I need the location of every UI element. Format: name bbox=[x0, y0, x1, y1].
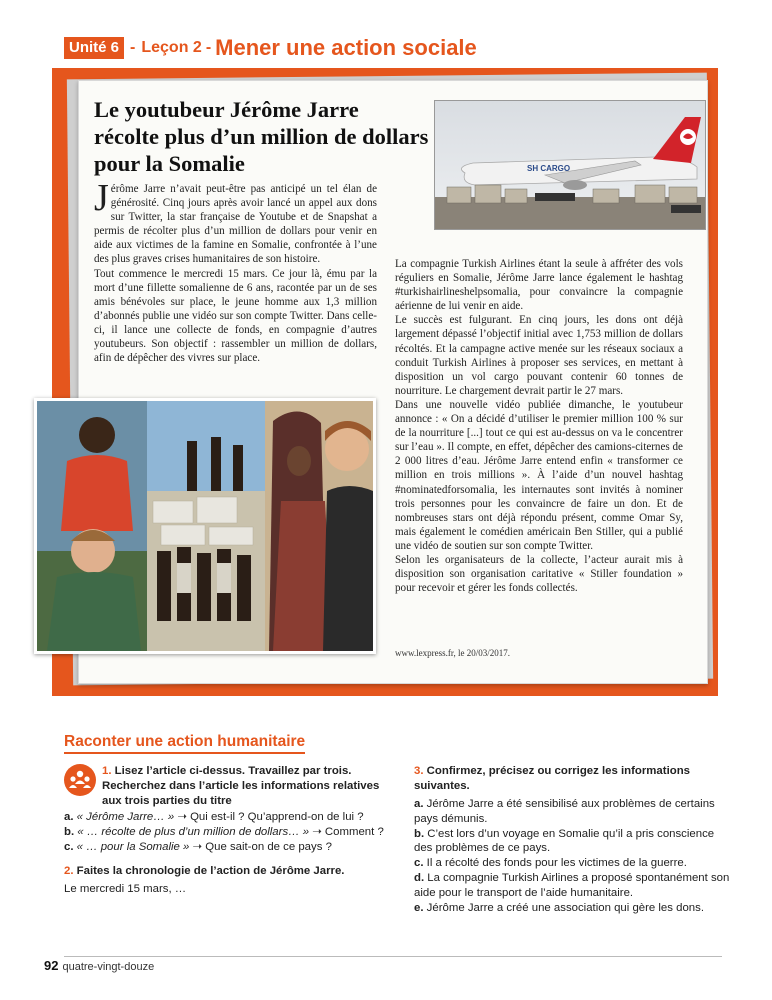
article-source: www.lexpress.fr, le 20/03/2017. bbox=[395, 648, 511, 658]
arrow-icon: ➝ bbox=[177, 811, 187, 823]
cargo-plane-photo bbox=[434, 100, 706, 230]
footer-rule bbox=[64, 956, 722, 957]
article-paragraph: Tout commence le mercredi 15 mars. Ce jour là, ému par la mort d’une fillette somalienne de 6 ans, racontée par un de ses amis bénévoles sur place, le jeune homme aux 1,3 million d’abonnés publie une vidéo sur son compte Twitter. Dans celle-ci, il lance une collecte de fonds, en compagnie d’autres youtubeurs. Son objectif : rassembler un million de dollars, afin de dépêcher des vivres sur place. bbox=[94, 267, 377, 365]
arrow-icon: ➝ bbox=[192, 840, 203, 853]
photo-collage bbox=[34, 398, 376, 654]
group-of-people-icon bbox=[64, 764, 96, 796]
lesson-header bbox=[64, 36, 477, 60]
page-number-words: quatre-vingt-douze bbox=[62, 961, 155, 973]
exercise-1-question bbox=[102, 764, 392, 808]
list-item: c. Il a récolté des fonds pour les victimes de la guerre. bbox=[414, 857, 687, 870]
list-item: d. La compagnie Turkish Airlines a proposé spontanément son aide pour le transport de l’aide humanitaire. bbox=[414, 871, 730, 899]
list-item: a. Jérôme Jarre a été sensibilisé aux problèmes de certains pays démunis. bbox=[414, 798, 715, 825]
arrow-icon: ➝ bbox=[312, 825, 322, 838]
article-paragraph: Jérôme Jarre n’avait peut-être pas anticipé un tel élan de générosité. Cinq jours après avoir lancé un appel aux dons sur Twitter, la star française de Youtube et de Snapshat a permis de récolter plus d’un million de dollars pour venir en aide aux victimes de la famine en Somalie, confrontée à l’une des plus graves crises humanitaires de son histoire. bbox=[94, 177, 377, 266]
article-paragraph: La compagnie Turkish Airlines étant la seule à affréter des vols réguliers en Somalie, Jérôme Jarre lance également le hashtag #turkishairlineshelpsomalia, pour convaincre la compagnie aérienne de lui venir en aide. bbox=[395, 258, 683, 313]
exercise-question: Confirmez, précisez ou corrigez les informations suivantes. bbox=[414, 765, 690, 792]
title-dash: - bbox=[205, 39, 212, 56]
exercise-3-question bbox=[414, 764, 734, 794]
exercise-1-items bbox=[64, 810, 404, 854]
lesson-label: Leçon 2 bbox=[141, 39, 202, 56]
exercise-2-prompt: Le mercredi 15 mars, … bbox=[64, 883, 187, 895]
list-item: c. « … pour la Somalie » ➝ Que sait-on de ce pays ? bbox=[64, 840, 332, 853]
unit-badge: Unité 6 bbox=[64, 37, 124, 59]
list-item: e. Jérôme Jarre a créé une association qui gère les dons. bbox=[414, 901, 704, 914]
plane-livery-text: SH CARGO bbox=[527, 164, 571, 173]
list-item: b. « … récolte de plus d’un million de dollars… » ➝ Comment ? bbox=[64, 825, 384, 838]
exercise-number: 2. bbox=[64, 865, 74, 877]
article-paragraph: Le succès est fulgurant. En cinq jours, les dons ont déjà largement dépassé l’objectif initial avec 1,753 million de dollars récoltés. Et la campagne active menée sur les réseaux sociaux a conduit Turkish Airlines à proposer ses services, en mettant à disposition un vol cargo pouvant contenir 60 tonnes de nourriture. Le chargement devrait partir le 27 mars. bbox=[395, 314, 683, 397]
page-footer bbox=[44, 958, 154, 973]
exercise-question: Lisez l’article ci-dessus. Travaillez par trois. Recherchez dans l’article les informations relatives aux trois parties du titre bbox=[102, 765, 380, 807]
list-item: b. C’est lors d’un voyage en Somalie qu’il a pris conscience des problèmes de ce pays. bbox=[414, 827, 715, 855]
exercise-3-items bbox=[414, 797, 734, 915]
article-right-column bbox=[395, 257, 683, 595]
article-paragraph: Dans une nouvelle vidéo publiée dimanche, le youtubeur annonce : « On a décidé d’utiliser le premier million 100 % sur de la nourriture [...] tout ce qui est au-dessus on va le concentrer sur l’eau ». Il compte, en effet, dépêcher des camions-citernes de 2 000 litres d’eau. Jérôme Jarre entend enfin « transformer ce million en trois millions ». À l’aide d’un nouvel hashtag #nominatedforsomalia, les internautes sont invités à nominer trois personnes pour les convaincre de faire un don. Et de nombreuses stars ont déjà répondu présent, comme Omar Sy, mais également le comédien américain Ben Stiller, qui a publié une vidéo de soutien sur son compte Twitter. bbox=[395, 398, 683, 552]
article-left-column bbox=[94, 177, 377, 365]
list-item: a. « Jérôme Jarre… » ➝ Qui est-il ? Qu’apprend-on de lui ? bbox=[64, 811, 364, 823]
lesson-dash: - bbox=[130, 39, 136, 56]
article-title: Le youtubeur Jérôme Jarre récolte plus d’un million de dollars pour la Somalie bbox=[94, 97, 429, 176]
section-title: Raconter une action humanitaire bbox=[64, 733, 305, 754]
drop-cap: J bbox=[94, 177, 109, 219]
exercise-2-question bbox=[64, 864, 404, 879]
page-number: 92 bbox=[44, 958, 59, 973]
exercise-number: 3. bbox=[414, 765, 424, 777]
exercise-number: 1. bbox=[102, 765, 112, 777]
exercise-question: Faites la chronologie de l’action de Jérôme Jarre. bbox=[76, 865, 345, 877]
article-paragraph: Selon les organisateurs de la collecte, l’acteur aurait mis à disposition son organisation caritative « Stiller foundation » pour recevoir et gérer les fonds collectés. bbox=[395, 553, 683, 595]
lesson-title: Mener une action sociale bbox=[215, 35, 477, 60]
